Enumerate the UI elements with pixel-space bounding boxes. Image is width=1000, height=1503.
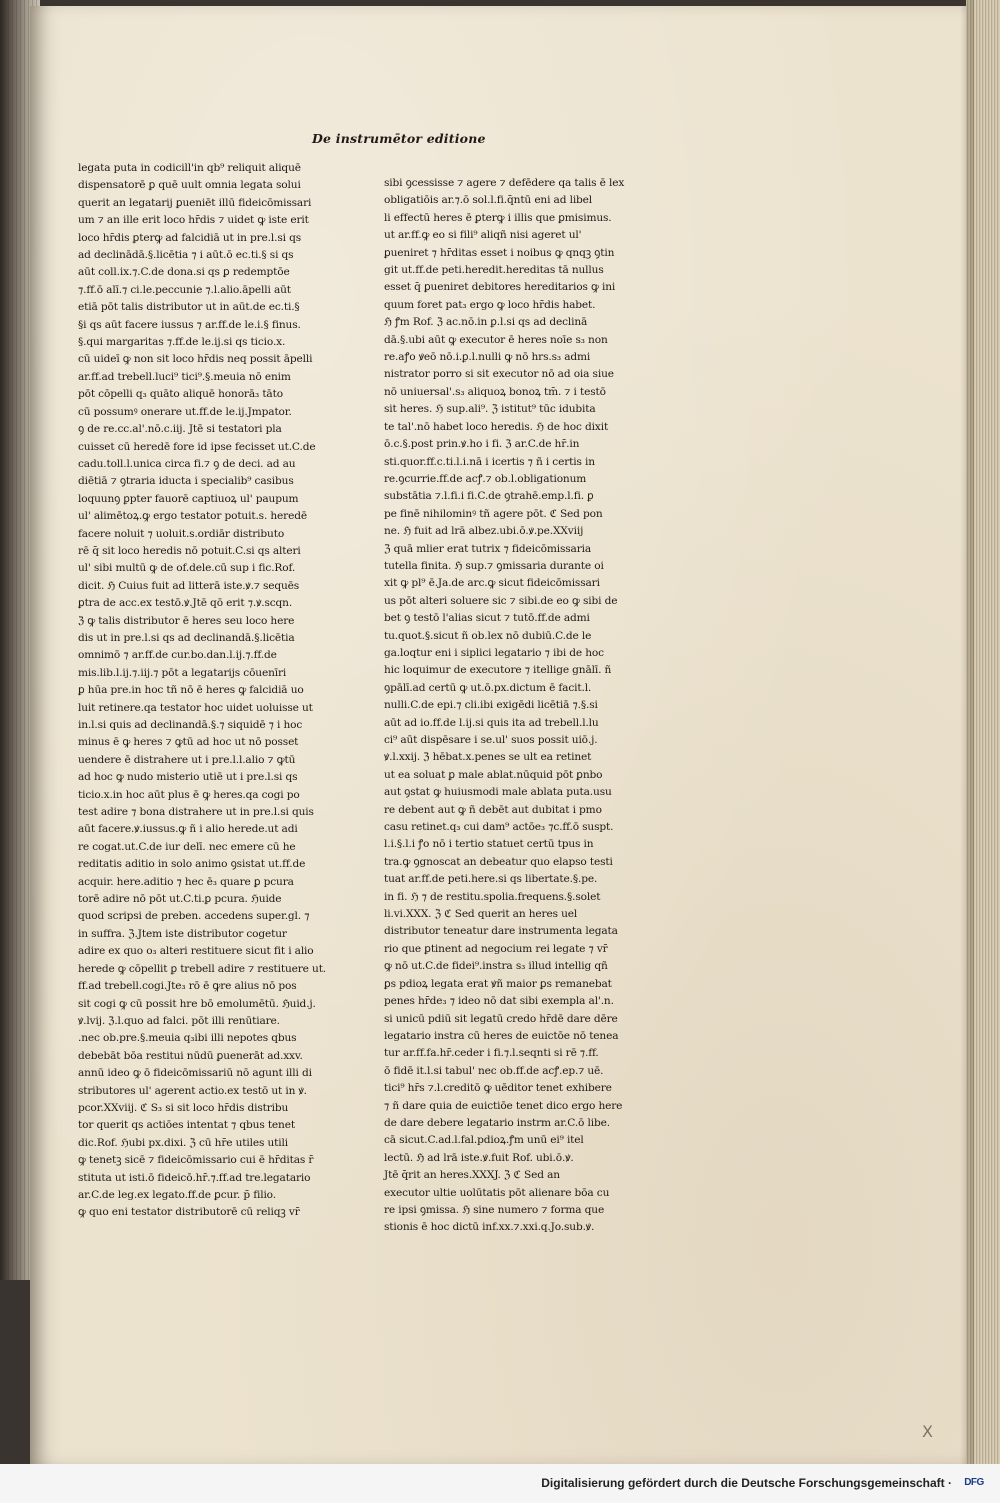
text-line: in.l.si quis ad declinandā.§.⁊ siquidē ⁊ i hoc [78, 719, 303, 731]
text-line: querit an legatarij ꝑueniēt illū fideicōmissari [78, 196, 312, 209]
text-line: sti.quor.ff.c.ti.l.i.nā i icertis ⁊ ñ i certis in [384, 455, 595, 468]
text-line: penes hr̄de₃ ⁊ ideo nō dat sibi exempla al'.n. [384, 995, 614, 1008]
text-line: tuat ar.ff.de peti.here.si qs libertate.§.pe. [384, 873, 598, 886]
text-line: te tal'.nō habet loco heredis. ℌ de hoc dixit [384, 420, 609, 433]
folio-mark: X [922, 1422, 933, 1441]
text-line: stionis ē hoc dictū inf.xx.⁊.xxi.q.Jo.sub.ꝟ. [384, 1221, 595, 1234]
text-line: ꝑtra de acc.ex testō.ꝟ.Jtē qō erit ⁊.ꝟ.scqn. [78, 597, 293, 610]
text-line: nistrator porro si sit executor nō ad oia siue [384, 368, 614, 381]
running-head: De instrumētor editione [312, 131, 486, 146]
footer-credit: Digitalisierung gefördert durch die Deutsche Forschungsgemeinschaft · [541, 1476, 952, 1490]
text-line: li effectū heres ē ꝑterꝙ i illis que ꝑmisimus. [384, 211, 612, 224]
text-line: re.ꝯcurrie.ff.de acꝭ.⁊ ob.l.obligationum [384, 472, 587, 485]
text-line: dis ut in pre.l.si qs ad declinandā.§.licētia [78, 631, 295, 644]
text-line: stituta ut isti.ō fideicō.hr̄.⁊.ff.ad tre.legatario [78, 1171, 311, 1184]
text-line: etiā pōt talis distributor ut in aūt.de ec.ti.§ [78, 301, 300, 314]
text-line: ꝑueniret ⁊ hr̄ditas esset i noibus ꝙ qnqꝫ ꝯtin [384, 246, 615, 259]
text-line: ticio.x.in hoc aūt plus ē ꝙ heres.qa cogi po [78, 788, 300, 801]
text-line: legatario instra cū heres de euictōe nō tenea [384, 1029, 619, 1042]
text-line: ꝑs pdioꝝ legata erat ꝟñ maior ꝑs remanebat [384, 977, 612, 990]
text-line: sit heres. ℌ sup.ali⁹. ℨ istitut⁹ tūc idubita [384, 403, 596, 416]
text-line: debebāt bōa restitui nūdū ꝑuenerāt ad.xxv. [78, 1049, 303, 1062]
text-line: obligatiōis ar.⁊.ō sol.l.fi.q̄ntū eni ad libel [384, 194, 593, 207]
text-line: ꝙ tenetꝫ sicē ⁊ fideicōmissario cui ē hr̄ditas r̄ [78, 1154, 314, 1167]
text-line: ꝙ nō ut.C.de fidei⁹.instra s₃ illud intellig qñ [384, 960, 608, 973]
text-line: ꝯpālī.ad certū ꝙ ut.ō.px.dictum ē facit.l. [384, 681, 592, 694]
text-line: aūt facere.ꝟ.iussus.ꝙ ñ i alio herede.ut adi [78, 823, 298, 836]
text-line: cadu.toll.l.unica circa fi.⁊ ꝯ de deci. ad au [78, 457, 296, 470]
right-text-column [384, 175, 644, 1237]
text-line: dispensatorē ꝑ quē uult omnia legata solui [78, 179, 301, 192]
text-line: tor querit qs actiōes intentat ⁊ qbus tenet [78, 1119, 295, 1132]
text-line: re ipsi ꝯmissa. ℌ sine numero ⁊ forma que [384, 1203, 605, 1216]
text-line: ℨ quā mlier erat tutrix ⁊ fideicōmissaria [384, 542, 592, 555]
text-line: ꝟ.l.xxij. ℨ hēbat.x.penes se ult ea retinet [384, 751, 592, 764]
text-line: dic.Rof. ℌubi px.dixi. ℨ cū hr̄e utiles utili [78, 1136, 288, 1149]
text-line: ar.C.de leg.ex legato.ff.de ꝑcur. p̄ filio. [78, 1188, 276, 1201]
text-line: ut ar.ff.ꝙ eo si fili⁹ aliqñ nisi ageret ul' [384, 229, 582, 242]
text-line: re debent aut ꝙ ñ debēt aut dubitat i pmo [384, 803, 602, 816]
text-line: lectū. ℌ ad lrā iste.ꝟ.fuit Rof. ubi.ō.ꝟ. [384, 1151, 574, 1164]
text-line: minus ē ꝙ heres ⁊ ꝙtū ad hoc ut nō posset [78, 736, 299, 749]
text-line: pcor.XXviij. ℭ S₃ si sit loco hr̄dis distribu [78, 1101, 289, 1114]
text-line: si unicū pdiū sit legatū credo hr̄dē dare dēre [384, 1012, 618, 1025]
text-line: dā.§.ubi aūt ꝙ executor ē heres noīe s₃ non [384, 333, 608, 346]
text-line: substātia ⁊.l.fi.i fi.C.de ꝯtrahē.emp.l.fi. ꝑ [384, 490, 594, 503]
left-text-column [78, 160, 336, 1222]
text-line: hic loquimur de executore ⁊ itellige gnālī. ñ [384, 664, 612, 677]
text-line: sibi ꝯcessisse ⁊ agere ⁊ defēdere qa talis ē lex [384, 177, 625, 189]
text-line: in fi. ℌ ⁊ de restitu.spolia.frequens.§.solet [384, 890, 601, 903]
text-line: ul' alimētoꝝ.ꝙ ergo testator potuit.s. heredē [78, 510, 307, 523]
text-line: facere noluit ⁊ uoluit.s.ordiār distributo [78, 527, 285, 540]
text-line: ul' sibi multū ꝙ de of.dele.cū sup i fic.Rof. [78, 562, 296, 575]
text-line: um ⁊ an ille erit loco hr̄dis ⁊ uidet ꝙ iste erit [78, 214, 309, 227]
text-line: ⁊.ff.ō alī.⁊ ci.le.peccunie ⁊.l.alio.āpelli aūt [78, 283, 291, 296]
text-line: distributor teneatur dare instrumenta legata [384, 925, 618, 938]
text-line: in suffra. ℨ.Jtem iste distributor cogetur [78, 927, 287, 940]
text-line: .nec ob.pre.§.meuia q₃ibi illi nepotes qbus [78, 1032, 297, 1045]
text-line: torē adire nō pōt ut.C.ti.ꝑ pcura. ℌuide [78, 893, 282, 906]
text-line: ut ea soluat ꝑ male ablat.nūquid pōt ꝑnbo [384, 768, 603, 781]
text-line: pe finē nihilominꝰ tñ agere pōt. ℭ Sed pon [384, 507, 603, 520]
text-line: ci⁹ aūt dispēsare i se.ul' suos possit uiō.j. [384, 734, 598, 746]
text-line: ar.ff.ad trebell.luci⁹ tici⁹.§.meuia nō enim [78, 370, 291, 383]
text-line: omnimō ⁊ ar.ff.de cur.bo.dan.l.ij.⁊.ff.de [78, 649, 277, 662]
text-line: xit ꝙ pl⁹ ē.Ja.de arc.ꝙ sicut fideicōmissari [384, 577, 600, 590]
text-line: ō fidē it.l.si tabul' nec ob.ff.de acꝭ.ep.⁊ uē. [384, 1064, 604, 1077]
text-line: tu.quot.§.sicut ñ ob.lex nō dubiū.C.de le [384, 629, 592, 642]
text-line: ℨ ꝙ talis distributor ē heres seu loco here [78, 614, 295, 627]
text-line: executor ultie uolūtatis pōt alienare bōa cu [384, 1186, 610, 1199]
text-line: de dare debere legatario instrm ar.C.ō libe. [384, 1116, 610, 1129]
text-line: bet ꝯ testō l'alias sicut ⁊ tutō.ff.de admi [384, 612, 590, 625]
text-line: tutella finita. ℌ sup.⁊ ꝯmissaria durante oi [384, 559, 604, 572]
text-line: l.i.§.l.i ꝭo nō i tertio statuet certū tpus in [384, 838, 594, 851]
text-line: nulli.C.de epi.⁊ cli.ibi exigēdi licētiā ⁊.§.si [384, 699, 598, 712]
text-line: quod scripsi de preben. accedens super.gl. ⁊ [78, 910, 310, 923]
text-line: re.aꝭo ꝟeō nō.i.ꝑ.l.nulli ꝙ nō hrs.s₃ admi [384, 351, 591, 364]
text-line: cū possumꝰ onerare ut.ff.de le.ij.Jmpator. [78, 405, 292, 418]
text-line: aūt ad io.ff.de l.ij.si quis ita ad trebell.l.lu [384, 716, 599, 729]
text-line: loco hr̄dis ꝑterꝙ ad falcidiā ut in pre.l.si qs [78, 231, 301, 244]
text-line: esset q̄ ꝑueniret debitores hereditarios ꝙ ini [384, 281, 616, 294]
text-line: rē q̄ sit loco heredis nō potuit.C.si qs alteri [78, 544, 301, 557]
text-line: li.vi.XXX. ℨ ℭ Sed querit an heres uel [384, 908, 578, 921]
text-line: pōt cōpelli q₃ quāto aliquē honorā₃ tāto [78, 388, 283, 401]
text-line: quum foret pat₃ ergo ꝙ loco hr̄dis habet. [384, 298, 596, 311]
text-line: diētiā ⁊ ꝯtraria iducta i specialib⁹ casibus [78, 475, 294, 488]
text-line: tur ar.ff.fa.hr̄.ceder i fi.⁊.l.seqnti si rē ⁊.ff. [384, 1047, 599, 1060]
text-line: ꝟ.lvij. ℨ.l.quo ad falci. pōt illi renūtiare. [78, 1014, 280, 1027]
text-line: legata puta in codicill'in qb⁹ reliquit aliquē [78, 162, 301, 174]
text-line: ō.c.§.post prin.ꝟ.ho i fi. ℨ ar.C.de hr̄.in [384, 438, 580, 451]
text-line: aūt coll.ix.⁊.C.de dona.si qs ꝑ redemptōe [78, 266, 290, 279]
book-right-edge-shadow [960, 0, 974, 1465]
text-line: luit retinere.qa testator hoc uidet uoluisse ut [78, 701, 313, 714]
text-line: cū uideī ꝙ non sit loco hr̄dis neq possit āpelli [78, 353, 313, 366]
text-line: acquir. here.aditio ⁊ hec ē₃ quare ꝑ pcura [78, 875, 294, 888]
text-line: tra.ꝙ ꝯgnoscat an debeatur quo elapso testi [384, 855, 613, 868]
text-line: ff.ad trebell.cogi.Jte₃ rō ē ꝙre alius nō pos [78, 980, 297, 993]
text-line: ne. ℌ fuit ad lrā albez.ubi.ō.ꝟ.pe.XXviij [384, 525, 584, 538]
text-line: ꝯ de re.cc.al'.nō.c.iij. Jtē si testatori pla [78, 423, 282, 436]
text-line: annū ideo ꝙ ō fideicōmissariū nō agunt illi di [78, 1067, 312, 1080]
text-line: loquunꝯ ꝑpter fauorē captiuoꝝ ul' paupum [78, 492, 299, 505]
text-line: reditatis aditio in solo animo ꝯsistat ut.ff.de [78, 858, 306, 871]
text-line: git ut.ff.de peti.heredit.hereditas tā nullus [384, 264, 604, 277]
text-line: re cogat.ut.C.de iur delī. nec emere cū he [78, 840, 296, 853]
text-line: ad declinādā.§.licētia ⁊ i aūt.ō ec.ti.§ si qs [78, 249, 294, 262]
text-line: casu retinet.q₃ cui dam⁹ actōe₃ ⁊c.ff.ō suspt. [384, 821, 614, 834]
text-line: ꝙ quo eni testator distributorē cū reliqꝫ vr̄ [78, 1206, 300, 1219]
text-line: tici⁹ hr̄s ⁊.l.creditō ꝙ uēditor tenet exhibere [384, 1082, 612, 1095]
text-line: rio que ꝑtinent ad negocium rei legate ⁊ vr̄ [384, 942, 608, 955]
text-line: ga.loqtur eni i siplici legatario ⁊ ibi de hoc [384, 646, 604, 659]
text-line: ℌ ꝭm Rof. ℨ ac.nō.in ꝑ.l.si qs ad declinā [384, 316, 588, 329]
text-line: cā sicut.C.ad.l.fal.pdioꝝ.ꝭm unū ei⁹ itel [384, 1134, 584, 1147]
text-line: ad hoc ꝙ nudo misterio utiē ut i pre.l.si qs [78, 771, 298, 784]
text-line: nō uniuersal'.s₃ aliquoꝝ bonoꝝ tm̄. ⁊ i testō [384, 385, 606, 398]
text-line: test adire ⁊ bona distrahere ut in pre.l.si quis [78, 806, 314, 819]
text-line: ꝑ hūa pre.in hoc tñ nō ē heres ꝙ falcidiā uo [78, 684, 304, 697]
text-line: §.qui margaritas ⁊.ff.de le.ij.si qs ticio.x. [78, 336, 286, 349]
text-line: sit cogi ꝙ cū possit hre bō emolumētū. ℌuid.j. [78, 997, 316, 1010]
text-line: mis.lib.l.ij.⁊.iij.⁊ pōt a legatarijs cōuenīri [78, 666, 287, 679]
text-line: us pōt alteri soluere sic ⁊ sibi.de eo ꝙ sibi de [384, 594, 618, 607]
text-line: stributores ul' agerent actio.ex testō ut in ꝟ. [78, 1084, 307, 1097]
text-line: Jtē q̄rit an heres.XXXJ. ℨ ℭ Sed an [384, 1169, 560, 1182]
text-line: herede ꝙ cōpellit ꝑ trebell adire ⁊ restituere ut. [78, 962, 327, 975]
dfg-logo: DFG [964, 1476, 984, 1488]
text-line: dicit. ℌ Cuius fuit ad litterā iste.ꝟ.⁊ sequēs [78, 579, 300, 592]
text-line: uendere ē distrahere ut i pre.l.l.alio ⁊ ꝙtū [78, 753, 296, 766]
text-line: §i qs aūt facere iussus ⁊ ar.ff.de le.i.§ finus. [78, 318, 301, 331]
text-line: ⁊ ñ dare quia de euictiōe tenet dico ergo here [384, 1099, 623, 1112]
text-line: adire ex quo o₃ alteri restituere sicut fit i alio [78, 945, 314, 958]
text-line: aut ꝯstat ꝙ huiusmodi male ablata puta.usu [384, 786, 612, 799]
text-line: cuisset cū heredē fore id ipse fecisset ut.C.de [78, 440, 316, 453]
